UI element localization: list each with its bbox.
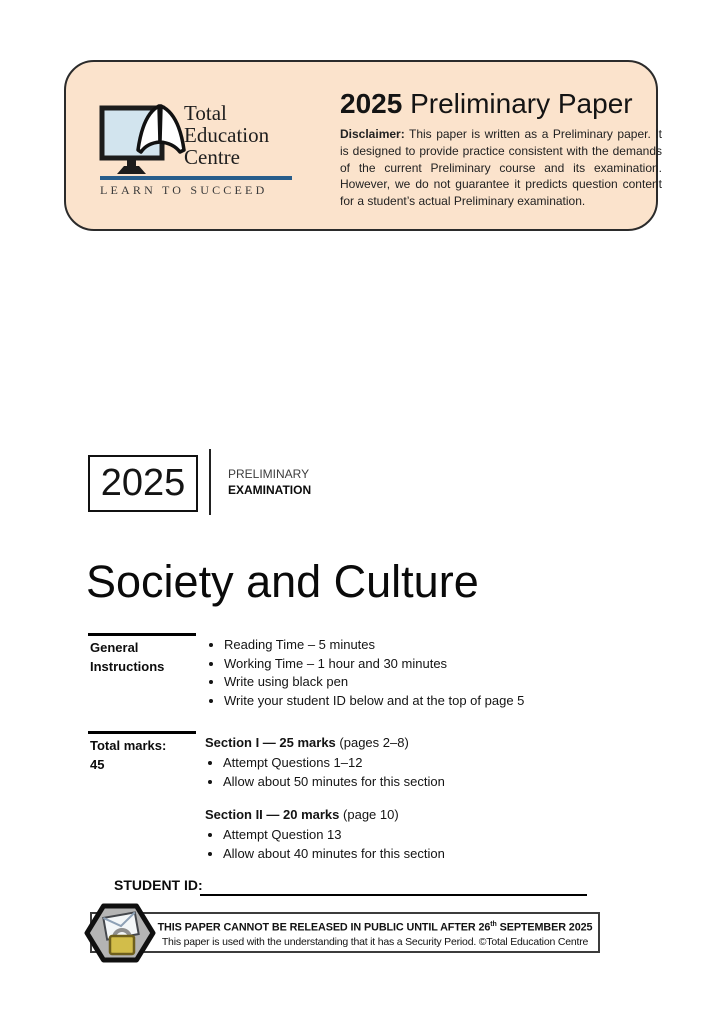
- header-title: [340, 88, 633, 120]
- section2-heading: [205, 805, 635, 824]
- total-marks-text: Total marks:: [90, 738, 167, 753]
- total-marks-label: [90, 736, 166, 774]
- section1-heading: [205, 733, 635, 752]
- security-line1-after: SEPTEMBER 2025: [496, 921, 593, 934]
- section1-heading-bold: Section I — 25 marks: [205, 735, 336, 750]
- header-title-text: Preliminary Paper: [410, 88, 633, 119]
- disclaimer-body: This paper is written as a Preliminary paper. It is designed to provide practice consistent with the demands of the current Preliminary course and its examination. However, we do not guarantee it predicts question content for a student’s actual Preliminary examination.: [340, 127, 662, 209]
- section2-list: [205, 826, 635, 863]
- student-id-blank-line: [200, 894, 587, 896]
- general-instructions-rule: [88, 633, 196, 636]
- logo-word-3: Centre: [184, 145, 240, 169]
- exam-type-line1: PRELIMINARY: [228, 467, 310, 481]
- logo-word-2: Education: [184, 123, 270, 147]
- list-item: • Write your student ID below and at the top of page 5: [224, 692, 644, 711]
- list-item: • Allow about 40 minutes for this section: [223, 845, 635, 864]
- security-notice-box: [90, 912, 600, 953]
- sections-column: [205, 733, 635, 864]
- list-item: • Write using black pen: [224, 673, 644, 692]
- exam-type-line2: EXAMINATION: [228, 483, 312, 497]
- list-item: • Working Time – 1 hour and 30 minutes: [224, 655, 644, 674]
- total-marks-rule: [88, 731, 196, 734]
- logo-wordmark: [184, 102, 269, 168]
- logo-word-1: Total: [184, 101, 227, 125]
- list-item: • Attempt Questions 1–12: [223, 754, 635, 773]
- security-line1-sup: th: [490, 921, 497, 928]
- list-item: • Attempt Question 13: [223, 826, 635, 845]
- subject-title: Society and Culture: [86, 556, 479, 607]
- monitor-book-logo-icon: [98, 98, 192, 182]
- section2-heading-note: (page 10): [343, 807, 399, 823]
- disclaimer: [340, 126, 662, 210]
- logo-tagline: LEARN TO SUCCEED: [100, 183, 268, 197]
- security-line1: [156, 918, 594, 935]
- banner-divider: [209, 449, 211, 515]
- total-marks-value: 45: [90, 757, 105, 772]
- list-item: • Reading Time – 5 minutes: [224, 636, 644, 655]
- list-item: • Allow about 50 minutes for this section: [223, 773, 635, 792]
- header-title-year: 2025: [340, 88, 403, 119]
- security-notice-text: [156, 918, 594, 949]
- general-label-line1: General: [90, 640, 139, 655]
- secure-document-lock-icon: [84, 902, 156, 964]
- security-line1-before: THIS PAPER CANNOT BE RELEASED IN PUBLIC UNTIL AFTER 26: [157, 921, 491, 934]
- security-line2: This paper is used with the understanding that it has a Security Period. ©Total Education Centre: [161, 935, 589, 948]
- exam-type-label: [228, 466, 311, 498]
- logo-underline: [100, 176, 292, 180]
- section1-list: [205, 754, 635, 791]
- section1-heading-note: (pages 2–8): [339, 735, 409, 750]
- header-box: [64, 60, 662, 231]
- general-instructions-label: [90, 638, 164, 676]
- year-box: 2025: [88, 455, 198, 512]
- disclaimer-label: Disclaimer:: [340, 127, 405, 141]
- student-id-label: STUDENT ID:: [114, 877, 203, 893]
- section2-heading-bold: Section II — 20 marks: [205, 807, 340, 823]
- general-instructions-list: [206, 636, 644, 711]
- general-label-line2: Instructions: [90, 659, 165, 674]
